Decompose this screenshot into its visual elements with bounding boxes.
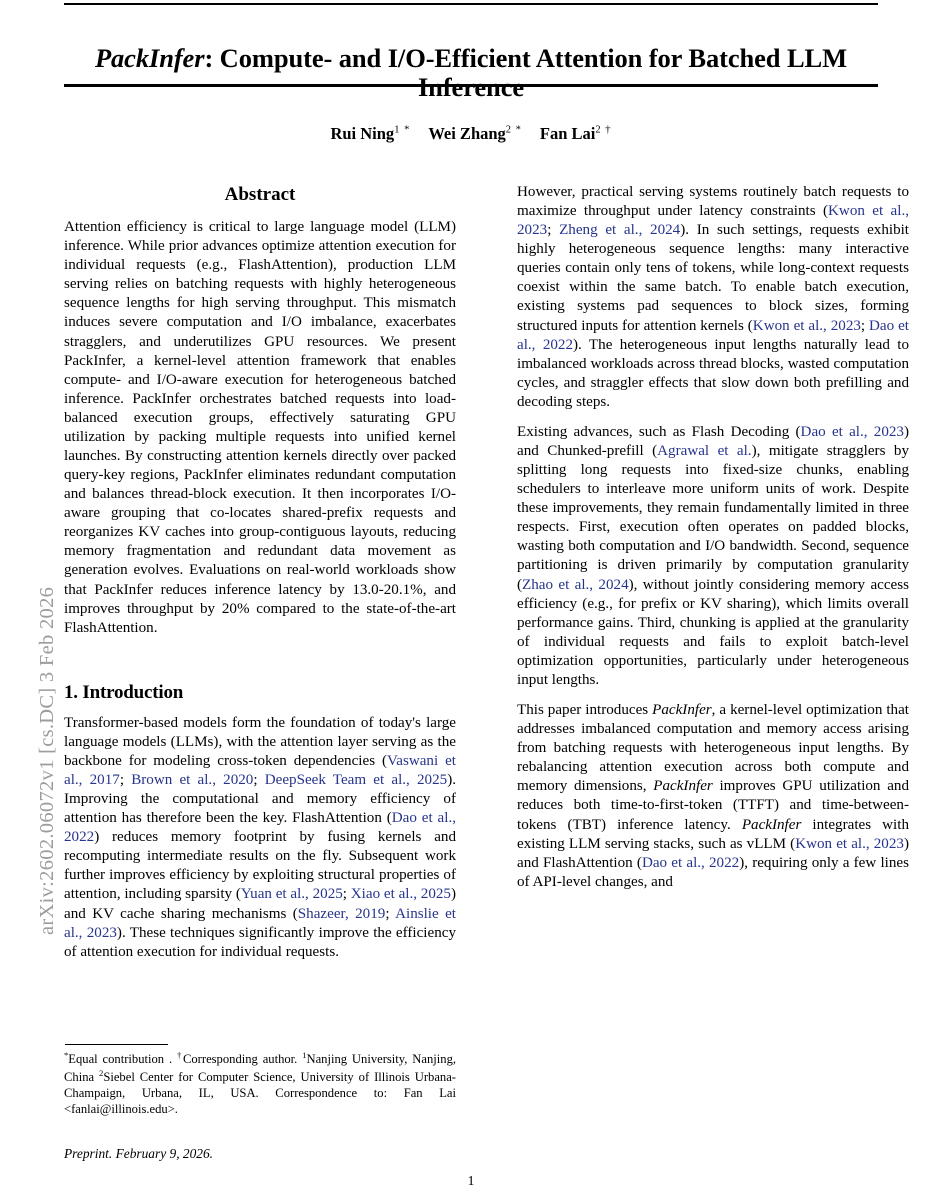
text-run: Nanjing University, Nanjing, China	[64, 1052, 457, 1084]
text-run: ), without jointly considering memory access efficiency (e.g., for prefix or KV sharing), which limits overall performance gains. Third, chunking is applied at the granularity of individual requests and fails to exploit batch-level optimization opportunities, particularly under heterogeneous input lengths.	[517, 576, 909, 688]
affiliation-marker-2: 2	[99, 1067, 104, 1078]
author-2	[428, 124, 522, 143]
text-run: Siebel Center for Computer Science, University of Illinois Urbana-Champaign, Urbana, IL, USA. Correspondence to: Fan Lai <fanlai@illinois.edu>.	[64, 1069, 456, 1117]
citation-zheng-2024[interactable]: Zheng et al., 2024	[559, 222, 681, 239]
abstract-body: Attention efficiency is critical to large language model (LLM) inference. While prior advances optimize attention execution for individual requests (e.g., FlashAttention), production LLM serving relies on batching requests with highly heterogeneous sequence lengths for high serving throughput. This mismatch induces severe computation and I/O imbalance, exacerbates stragglers, and underutilizes GPU resources. We present PackInfer, a kernel-level attention framework that enables compute- and I/O-aware execution for heterogeneous batched inference. PackInfer orchestrates batched requests into load-balanced execution groups, effectively saturating GPU utilization by packing multiple requests into unified kernel launches. By constructing attention kernels directly over packed query-key regions, PackInfer eliminates redundant computation and balances thread-block execution. It then incorporates I/O-aware grouping that co-locates shared-prefix requests and reorganizes KV caches into group-contiguous layouts, reducing memory fragmentation and redundant data movement as generation evolves. Evaluations on real-world workloads show that PackInfer reduces inference latency by 13.0-20.1%, and improves throughput by 20% compared to the state-of-the-art FlashAttention.	[64, 219, 456, 636]
footnote-separator-rule	[65, 1044, 168, 1045]
text-run: ). The heterogeneous input lengths naturally lead to imbalanced workloads across thread blocks, wasted computation cycles, and straggler effects that slow down both prefilling and decoding steps.	[517, 336, 910, 410]
intro-paragraph-2	[517, 183, 909, 412]
author-list	[64, 124, 878, 144]
text-run: , a kernel-level optimization that addresses imbalanced computation and memory access arising from batching requests with heterogeneous input lengths. By rebalancing attention execution across both compute and memory dimensions,	[517, 702, 909, 795]
author-2-marks: 2 *	[505, 124, 522, 136]
text-run: ). These techniques significantly improve the efficiency of attention execution for individual requests.	[64, 924, 456, 960]
citation-kwon-2023-c[interactable]: Kwon et al., 2023	[795, 835, 904, 852]
citation-dao-2022-b[interactable]: Dao et al., 2022	[517, 317, 909, 353]
citation-zhao-2024[interactable]: Zhao et al., 2024	[522, 576, 629, 593]
page-title	[64, 44, 878, 102]
text-run: ). In such settings, requests exhibit highly heterogeneous sequence lengths: many interactive queries contain only tens of tokens, while long-context requests coexist within the same batch. To enable batch execution, existing systems pad sequences to block sizes, forming structured inputs for attention kernels (	[517, 222, 910, 334]
text-run: Transformer-based models form the foundation of today's large language models (LLMs), with the attention layer serving as the backbone for modeling cross-token dependencies (	[64, 714, 456, 769]
product-name-emphasis: PackInfer	[741, 816, 802, 833]
top-rule	[64, 3, 878, 5]
left-column	[64, 183, 456, 973]
title-emphasis: PackInfer	[94, 42, 205, 73]
product-name-emphasis: PackInfer	[653, 778, 713, 795]
text-run: ;	[342, 886, 351, 903]
footnote-text	[64, 1050, 456, 1117]
citation-vaswani-2017[interactable]: Vaswani et al., 2017	[64, 752, 456, 789]
author-3	[540, 124, 612, 143]
citation-shazeer-2019[interactable]: Shazeer, 2019	[297, 905, 386, 922]
column-spacer	[64, 649, 456, 681]
intro-paragraph-1	[64, 714, 456, 962]
citation-kwon-2023[interactable]: Kwon et al., 2023	[517, 203, 909, 239]
arxiv-stamp	[0, 0, 58, 1200]
footnote-dagger: †	[176, 1050, 183, 1061]
citation-agrawal[interactable]: Agrawal et al.	[657, 443, 752, 460]
author-2-name: Wei Zhang	[428, 124, 506, 143]
text-run: ) and KV cache sharing mechanisms (	[64, 886, 457, 922]
paper-page	[64, 0, 910, 1200]
intro-paragraph-4	[517, 701, 909, 892]
right-column	[517, 183, 909, 903]
citation-dao-2022-c[interactable]: Dao et al., 2022	[641, 854, 740, 871]
text-run: ), requiring only a few lines of API-level changes, and	[517, 854, 909, 890]
arxiv-stamp-text: arXiv:2602.06072v1 [cs.DC] 3 Feb 2026	[36, 586, 58, 935]
abstract-heading: Abstract	[224, 184, 296, 205]
text-run: However, practical serving systems routinely batch requests to maximize throughput under latency constraints (	[517, 184, 909, 220]
intro-paragraph-3	[517, 423, 909, 690]
text-run: ;	[547, 222, 560, 239]
author-1-marks: 1 *	[394, 124, 411, 136]
text-run: integrates with existing LLM serving stacks, such as vLLM (	[517, 816, 909, 852]
text-run: This paper introduces	[517, 702, 653, 719]
citation-yuan-2025[interactable]: Yuan et al., 2025	[240, 886, 343, 903]
author-3-name: Fan Lai	[539, 124, 596, 143]
text-run: ) and FlashAttention (	[517, 835, 909, 871]
footnote-asterisk: *	[64, 1050, 69, 1061]
text-run: Corresponding author.	[182, 1052, 303, 1067]
citation-xiao-2025[interactable]: Xiao et al., 2025	[350, 886, 451, 903]
text-run: ), mitigate stragglers by splitting long requests into fixed-size chunks, enabling schedulers to interleave more uniform units of work. Despite these improvements, they remain fundamentally limited in three respects. First, execution often operates on padded blocks, wasting both computation and I/O bandwidth. Second, sequence partitioning is driven primarily by computation granularity (	[517, 443, 909, 593]
text-run: ;	[385, 905, 396, 922]
footnote-block	[64, 1044, 456, 1117]
citation-dao-2023[interactable]: Dao et al., 2023	[800, 423, 904, 440]
text-run: ) and Chunked-prefill (	[517, 423, 909, 460]
title-rest: : Compute- and I/O-Efficient Attention for Batched LLM Inference	[204, 42, 848, 102]
text-run: ;	[253, 772, 265, 789]
text-run: Existing advances, such as Flash Decoding (	[517, 423, 801, 440]
text-run: ;	[119, 772, 132, 789]
text-run: improves GPU utilization and reduces both time-to-first-token (TTFT) and time-between-tokens (TBT) inference latency.	[517, 778, 909, 833]
text-run: ;	[860, 317, 870, 334]
citation-dao-2022[interactable]: Dao et al., 2022	[64, 810, 456, 846]
citation-ainslie-2023[interactable]: Ainslie et al., 2023	[64, 905, 456, 941]
citation-brown-2020[interactable]: Brown et al., 2020	[131, 772, 254, 789]
product-name-emphasis: PackInfer	[652, 702, 712, 719]
preprint-notice: Preprint. February 9, 2026.	[64, 1146, 214, 1161]
author-1	[330, 124, 410, 143]
introduction-heading: 1. Introduction	[64, 681, 184, 703]
citation-deepseek-2025[interactable]: DeepSeek Team et al., 2025	[264, 772, 448, 789]
text-run: Equal contribution .	[68, 1052, 177, 1067]
author-1-name: Rui Ning	[330, 124, 395, 143]
page-number: 1	[467, 1174, 475, 1189]
affiliation-marker-1: 1	[302, 1050, 307, 1061]
author-3-marks: 2 †	[595, 124, 612, 136]
citation-kwon-2023-b[interactable]: Kwon et al., 2023	[752, 317, 861, 334]
text-run: ). Improving the computational and memory efficiency of attention has therefore been the key. FlashAttention (	[64, 772, 456, 827]
text-run: ) reduces memory footprint by fusing kernels and recomputing intermediate results on the fly. Subsequent work further improves efficiency by exploiting structural properties of attention, including sparsity (	[64, 829, 456, 903]
